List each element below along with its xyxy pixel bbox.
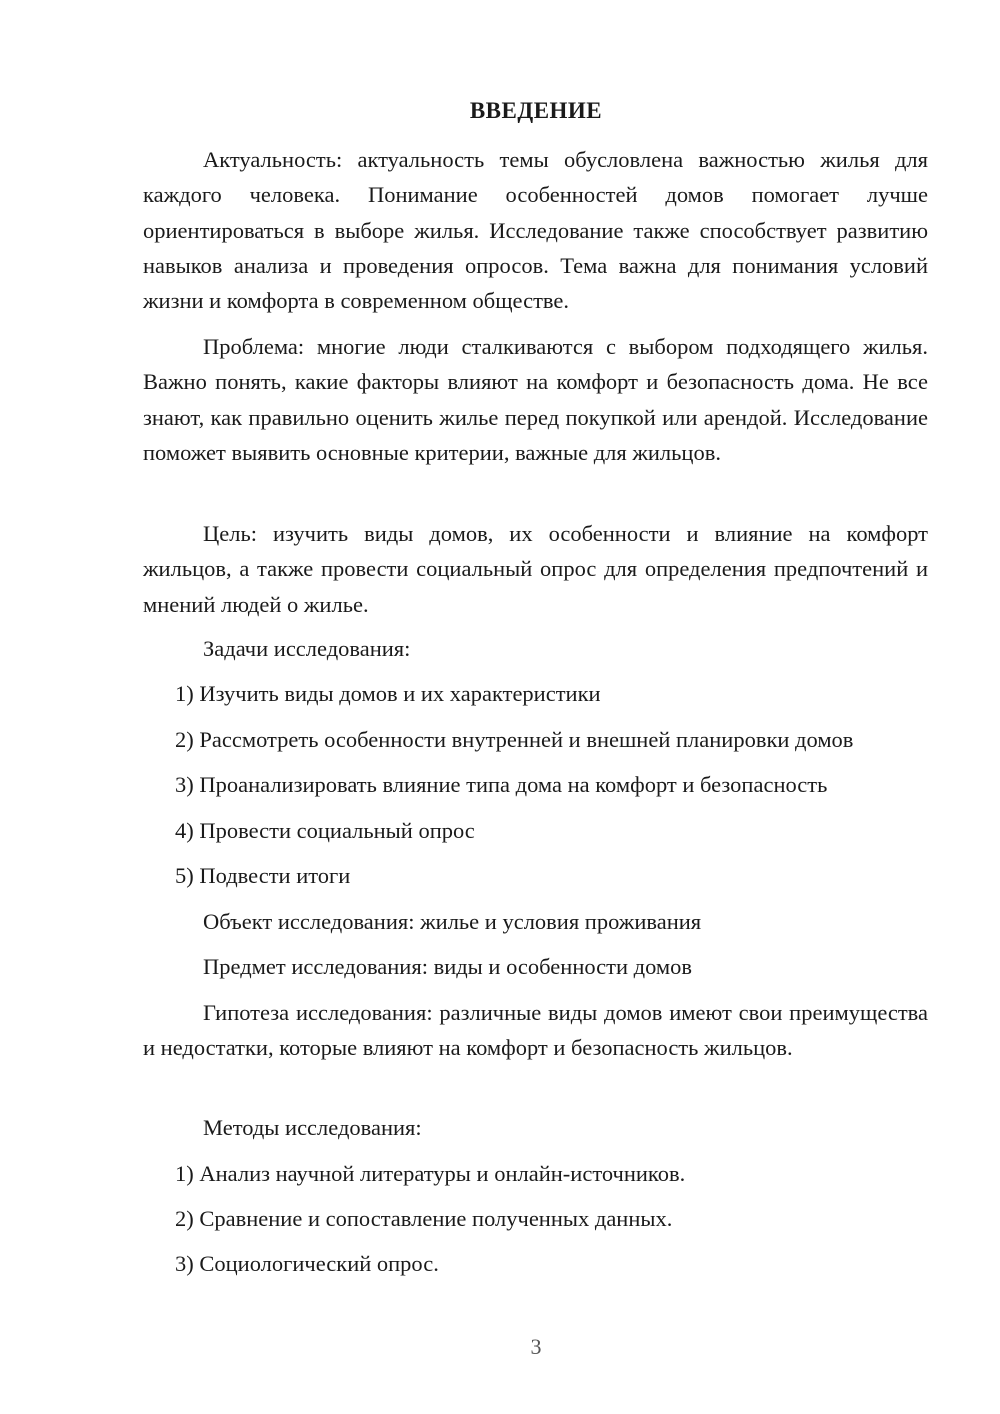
goal-paragraph: Цель: изучить виды домов, их особенности и влияние на комфорт жильцов, а также провести социальный опрос для определения предпочтений и мнений людей о жилье. [143, 521, 928, 617]
relevance-paragraph: Актуальность: актуальность темы обусловлена важностью жилья для каждого человека. Понимание особенностей домов помогает лучше ориентироваться в выборе жилья. Исследование также способствует развитию навыков анализа и проведения опросов. Тема важна для понимания условий жизни и комфорта в современном обществе. [143, 147, 928, 314]
method-item-1: 1) Анализ научной литературы и онлайн-источников. [175, 1161, 686, 1186]
methods-heading: Методы исследования: [203, 1115, 422, 1140]
problem-paragraph: Проблема: многие люди сталкиваются с выбором подходящего жилья. Важно понять, какие факторы влияют на комфорт и безопасность дома. Не все знают, как правильно оценить жилье перед покупкой или арендой. Исследование поможет выявить основные критерии, важные для жильцов. [143, 334, 928, 465]
task-item-4: 4) Провести социальный опрос [175, 818, 475, 843]
method-item-2: 2) Сравнение и сопоставление полученных данных. [175, 1206, 673, 1231]
task-item-2: 2) Рассмотреть особенности внутренней и внешней планировки домов [175, 727, 854, 752]
page-number: 3 [530, 1334, 542, 1359]
task-item-5: 5) Подвести итоги [175, 863, 351, 888]
method-item-3: 3) Социологический опрос. [175, 1251, 439, 1276]
hypothesis-paragraph: Гипотеза исследования: различные виды домов имеют свои преимущества и недостатки, которые влияют на комфорт и безопасность жильцов. [143, 1000, 928, 1061]
tasks-heading: Задачи исследования: [203, 636, 411, 661]
task-item-3: 3) Проанализировать влияние типа дома на комфорт и безопасность [175, 772, 828, 797]
research-subject: Предмет исследования: виды и особенности домов [203, 954, 693, 979]
page-title: ВВЕДЕНИЕ [469, 98, 603, 123]
research-object: Объект исследования: жилье и условия проживания [203, 909, 702, 934]
task-item-1: 1) Изучить виды домов и их характеристики [175, 681, 601, 706]
